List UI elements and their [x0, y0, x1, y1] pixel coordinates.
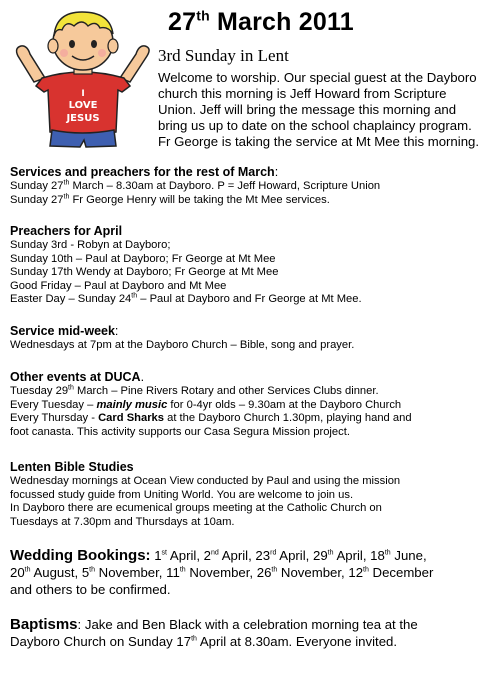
page-subtitle: 3rd Sunday in Lent — [158, 46, 289, 65]
baptisms-section: Baptisms: Jake and Ben Black with a celebration morning tea at the Dayboro Church on Sunday 17th April at 8.30am. Everyone invited. — [10, 616, 418, 649]
shirt-text-line1: I — [81, 89, 85, 99]
section-heading: Service mid-week: — [10, 324, 119, 338]
events-section: Other events at DUCA. Tuesday 29th March – Pine Rivers Rotary and other Services Clubs dinner. Every Tuesday – mainly music for 0-4yr olds – 9.30am at the Dayboro Church Every Thursday - Card Sharks at the Dayboro Church 1.30pm, playing hand and foot canasta. This activity supports our Casa Segura Mission project. — [10, 370, 495, 439]
preachers-section: Preachers for April Sunday 3rd - Robyn at Dayboro; Sunday 10th – Paul at Dayboro; Fr George at Mt Mee Sunday 17th Wendy at Dayboro; Fr George at Mt Mee Good Friday – Paul at Dayboro and Mt Mee Easter Day – Sunday 24th – Paul at Dayboro and Fr George at Mt Mee. — [10, 224, 495, 307]
services-section: Services and preachers for the rest of March: Sunday 27th March – 8.30am at Dayboro. P = Jeff Howard, Scripture Union Sunday 27th Fr George Henry will be taking the Mt Mee services. — [10, 165, 495, 207]
welcome-paragraph: Welcome to worship. Our special guest at the Dayboro church this morning is Jeff Howard from Scripture Union. Jeff will bring the message this morning and bring us up to date on the school chaplaincy program. Fr George is taking the service at Mt Mee this morning. — [158, 70, 480, 149]
midweek-section: Service mid-week: Wednesdays at 7pm at the Dayboro Church – Bible, song and prayer. — [10, 324, 495, 353]
shirt-text-line2: LOVE — [68, 100, 98, 111]
shorts — [50, 130, 116, 147]
right-arm — [120, 46, 149, 82]
page-title: 27th March 2011 — [168, 7, 354, 36]
section-heading: Other events at DUCA. — [10, 370, 145, 384]
lenten-studies-section: Lenten Bible Studies Wednesday mornings at Ocean View conducted by Paul and using the mission focussed study guide from Uniting World. You are welcome to join us. In Dayboro there are ecumenical groups meeting at the Catholic Church on Tuesdays at 7.30pm and Thursdays at 10am. — [10, 460, 495, 529]
section-heading: Lenten Bible Studies — [10, 460, 134, 474]
shirt-text-line3: JESUS — [66, 113, 100, 124]
section-heading: Preachers for April — [10, 224, 123, 238]
section-heading: Services and preachers for the rest of March: — [10, 165, 279, 179]
left-arm — [17, 46, 45, 82]
boy-love-jesus-illustration — [12, 4, 157, 154]
wedding-bookings-section: Wedding Bookings: 1st April, 2nd April, 23rd April, 29th April, 18th June, 20th August, 5th November, 11th November, 26th November, 12th December and others to be confirmed. — [10, 547, 434, 597]
